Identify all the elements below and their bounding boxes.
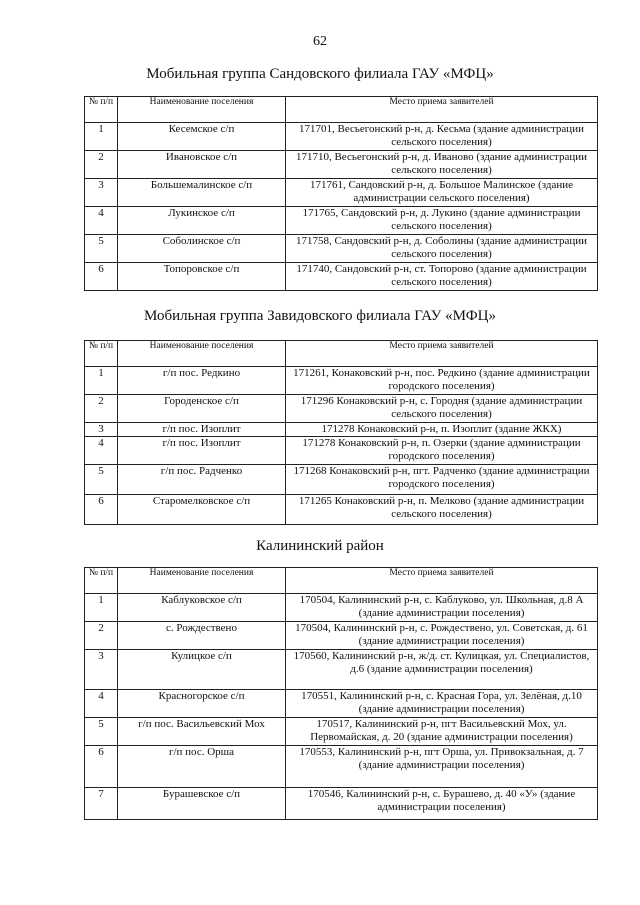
table-header xyxy=(85,97,598,123)
table-row xyxy=(85,746,598,788)
table-row xyxy=(85,123,598,151)
reception-place: 170546, Калининский р-н, с. Бурашево, д. 40 «У» (здание администрации поселения) xyxy=(286,788,598,820)
table-zavidovo xyxy=(84,340,598,525)
row-number: 3 xyxy=(85,650,118,690)
reception-place: 170517, Калининский р-н, пгт Васильевский Мох, ул. Первомайская, д. 20 (здание администрации поселения) xyxy=(286,718,598,746)
row-number: 2 xyxy=(85,151,118,179)
reception-place: 171265 Конаковский р-н, п. Мелково (здание администрации сельского поселения) xyxy=(286,495,598,525)
table-row xyxy=(85,495,598,525)
settlement-name: Городенское с/п xyxy=(118,395,286,423)
reception-place: 171261, Конаковский р-н, пос. Редкино (здание администрации городского поселения) xyxy=(286,367,598,395)
reception-place: 171761, Сандовский р-н, д. Большое Малинское (здание администрации сельского поселения) xyxy=(286,179,598,207)
row-number: 6 xyxy=(85,495,118,525)
table-row xyxy=(85,437,598,465)
section-title-sandovo: Мобильная группа Сандовского филиала ГАУ «МФЦ» xyxy=(146,66,494,82)
table-row xyxy=(85,788,598,820)
row-number: 4 xyxy=(85,690,118,718)
header-name: Наименование поселения xyxy=(118,568,286,594)
reception-place: 171268 Конаковский р-н, пгт. Радченко (здание администрации городского поселения) xyxy=(286,465,598,495)
table-row xyxy=(85,207,598,235)
table-kalinin xyxy=(84,567,598,820)
reception-place: 171758, Сандовский р-н, д. Соболины (здание администрации сельского поселения) xyxy=(286,235,598,263)
row-number: 6 xyxy=(85,746,118,788)
settlement-name: Кесемское с/п xyxy=(118,123,286,151)
row-number: 5 xyxy=(85,465,118,495)
settlement-name: г/п пос. Васильевский Мох xyxy=(118,718,286,746)
table-row xyxy=(85,235,598,263)
table-row xyxy=(85,395,598,423)
settlement-name: г/п пос. Изоплит xyxy=(118,437,286,465)
reception-place: 170553, Калининский р-н, пгт Орша, ул. Привокзальная, д. 7 (здание администрации поселения) xyxy=(286,746,598,788)
table-row xyxy=(85,622,598,650)
row-number: 2 xyxy=(85,395,118,423)
table-row xyxy=(85,423,598,437)
header-num: № п/п xyxy=(85,568,118,594)
reception-place: 170551, Калининский р-н, с. Красная Гора, ул. Зелёная, д.10 (здание администрации поселения) xyxy=(286,690,598,718)
row-number: 5 xyxy=(85,718,118,746)
row-number: 6 xyxy=(85,263,118,291)
settlement-name: Красногорское с/п xyxy=(118,690,286,718)
row-number: 1 xyxy=(85,367,118,395)
reception-place: 170504, Калининский р-н, с. Рождествено, ул. Советская, д. 61 (здание администрации поселения) xyxy=(286,622,598,650)
header-num: № п/п xyxy=(85,97,118,123)
header-place: Место приема заявителей xyxy=(286,341,598,367)
row-number: 3 xyxy=(85,423,118,437)
row-number: 2 xyxy=(85,622,118,650)
settlement-name: г/п пос. Изоплит xyxy=(118,423,286,437)
settlement-name: с. Рождествено xyxy=(118,622,286,650)
header-place: Место приема заявителей xyxy=(286,568,598,594)
table-header xyxy=(85,341,598,367)
table-row xyxy=(85,650,598,690)
table-row xyxy=(85,179,598,207)
table-header xyxy=(85,568,598,594)
section-title-kalinin: Калининский район xyxy=(256,538,384,554)
row-number: 4 xyxy=(85,207,118,235)
reception-place: 171710, Весьегонский р-н, д. Иваново (здание администрации сельского поселения) xyxy=(286,151,598,179)
reception-place: 171296 Конаковский р-н, с. Городня (здание администрации сельского поселения) xyxy=(286,395,598,423)
settlement-name: Кулицкое с/п xyxy=(118,650,286,690)
settlement-name: Каблуковское с/п xyxy=(118,594,286,622)
table-row xyxy=(85,594,598,622)
settlement-name: Лукинское с/п xyxy=(118,207,286,235)
header-name: Наименование поселения xyxy=(118,97,286,123)
settlement-name: Бурашевское с/п xyxy=(118,788,286,820)
table-sandovo xyxy=(84,96,598,291)
row-number: 1 xyxy=(85,594,118,622)
table-row xyxy=(85,690,598,718)
header-num: № п/п xyxy=(85,341,118,367)
settlement-name: г/п пос. Редкино xyxy=(118,367,286,395)
reception-place: 170560, Калининский р-н, ж/д. ст. Кулицкая, ул. Специалистов, д.6 (здание администрации поселения) xyxy=(286,650,598,690)
settlement-name: Большемалинское с/п xyxy=(118,179,286,207)
settlement-name: г/п пос. Радченко xyxy=(118,465,286,495)
table-row xyxy=(85,151,598,179)
table-row xyxy=(85,367,598,395)
reception-place: 171740, Сандовский р-н, ст. Топорово (здание администрации сельского поселения) xyxy=(286,263,598,291)
row-number: 4 xyxy=(85,437,118,465)
row-number: 3 xyxy=(85,179,118,207)
header-name: Наименование поселения xyxy=(118,341,286,367)
reception-place: 170504, Калининский р-н, с. Каблуково, ул. Школьная, д.8 А (здание администрации поселения) xyxy=(286,594,598,622)
table-row xyxy=(85,465,598,495)
section-title-zavidovo: Мобильная группа Завидовского филиала ГАУ «МФЦ» xyxy=(143,308,496,324)
row-number: 7 xyxy=(85,788,118,820)
reception-place: 171278 Конаковский р-н, п. Озерки (здание администрации городского поселения) xyxy=(286,437,598,465)
settlement-name: Ивановское с/п xyxy=(118,151,286,179)
reception-place: 171765, Сандовский р-н, д. Лукино (здание администрации сельского поселения) xyxy=(286,207,598,235)
row-number: 1 xyxy=(85,123,118,151)
settlement-name: Топоровское с/п xyxy=(118,263,286,291)
page-number: 62 xyxy=(313,34,327,49)
header-place: Место приема заявителей xyxy=(286,97,598,123)
reception-place: 171701, Весьегонский р-н, д. Кесьма (здание администрации сельского поселения) xyxy=(286,123,598,151)
table-row xyxy=(85,263,598,291)
reception-place: 171278 Конаковский р-н, п. Изоплит (здание ЖКХ) xyxy=(286,423,598,437)
settlement-name: Соболинское с/п xyxy=(118,235,286,263)
settlement-name: Старомелковское с/п xyxy=(118,495,286,525)
settlement-name: г/п пос. Орша xyxy=(118,746,286,788)
table-row xyxy=(85,718,598,746)
row-number: 5 xyxy=(85,235,118,263)
